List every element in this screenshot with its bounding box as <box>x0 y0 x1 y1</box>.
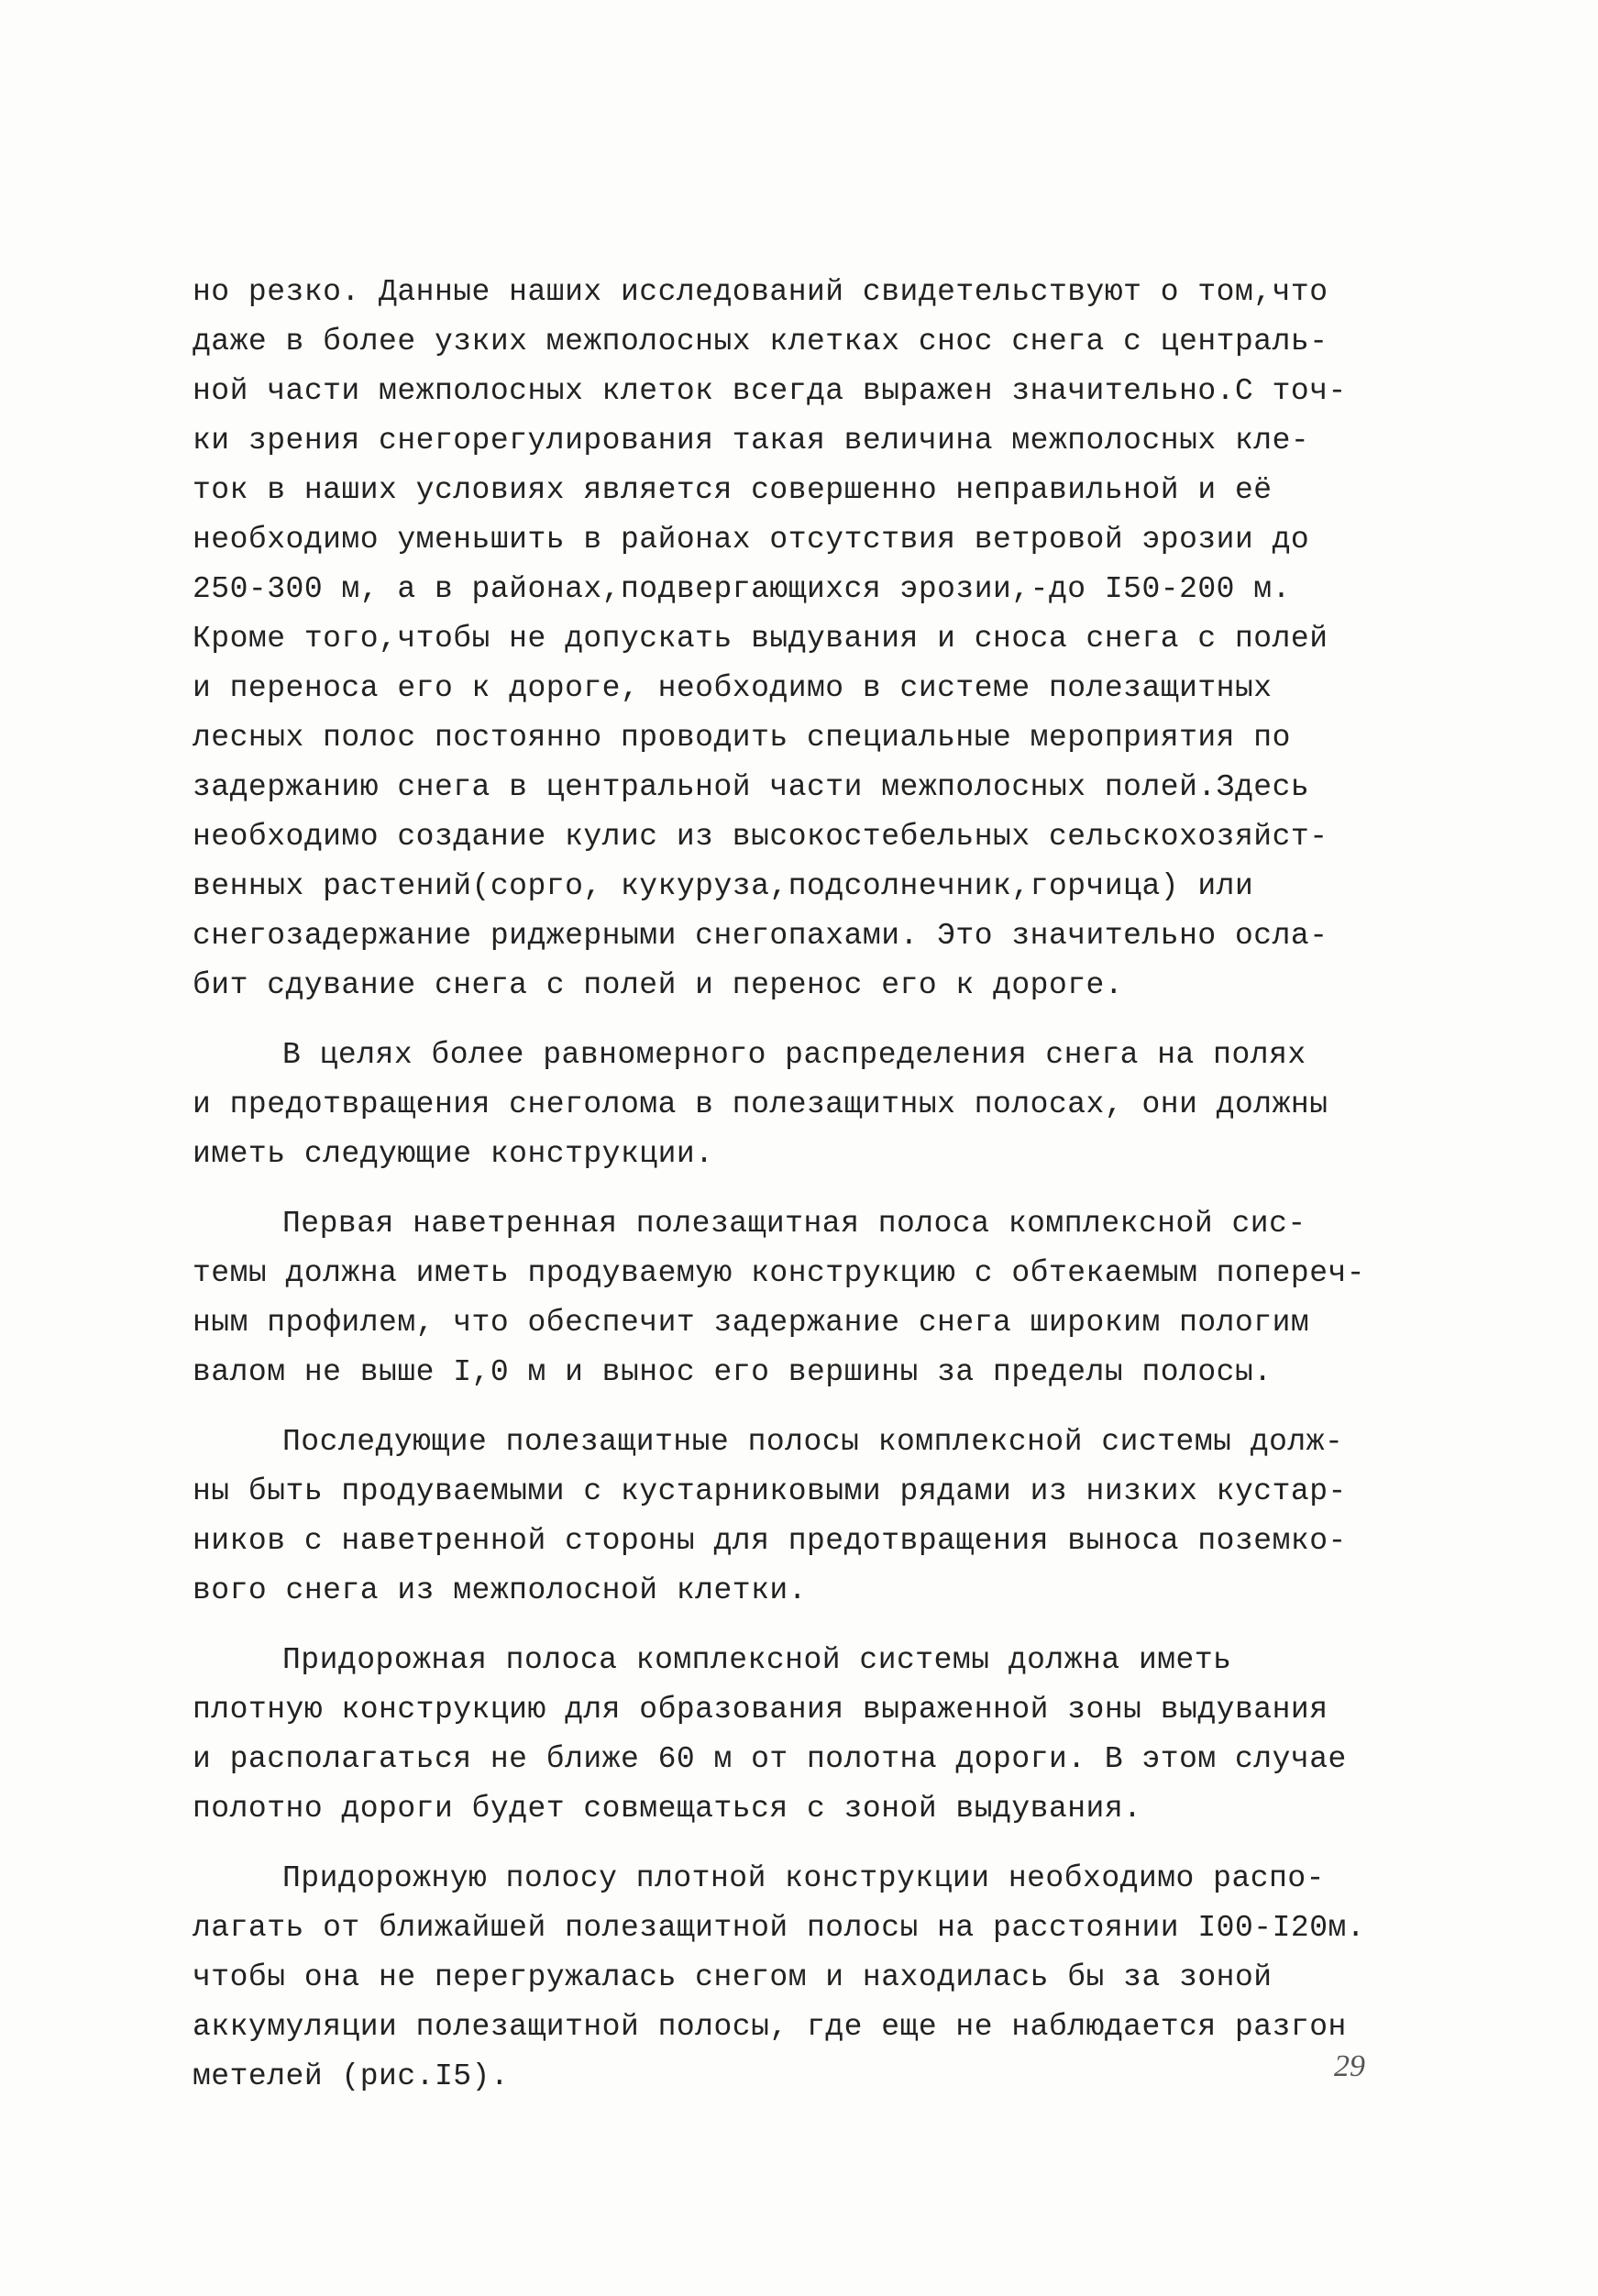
text-line: ников с наветренной стороны для предотвращения выноса поземко- <box>193 1524 1347 1558</box>
paragraph <box>193 268 1412 1010</box>
text-line: венных растений(сорго, кукуруза,подсолнечник,горчица) или <box>193 869 1254 903</box>
text-line: лагать от ближайшей полезащитной полосы на расстоянии I00-I20м. <box>193 1911 1366 1945</box>
text-line: плотную конструкцию для образования выраженной зоны выдувания <box>193 1693 1328 1727</box>
text-line: даже в более узких межполосных клетках снос снега с централь- <box>193 325 1328 359</box>
text-line: иметь следующие конструкции. <box>193 1137 714 1171</box>
text-line: чтобы она не перегружалась снегом и находилась бы за зоной <box>193 1960 1273 1994</box>
text-line: ки зрения снегорегулирования такая величина межполосных кле- <box>193 424 1310 458</box>
text-line: и предотвращения снеголома в полезащитных полосах, они должны <box>193 1087 1328 1121</box>
text-line: ным профилем, что обеспечит задержание снега широким пологим <box>193 1306 1310 1340</box>
text-line: В целях более равномерного распределения снега на полях <box>282 1038 1306 1072</box>
paragraph <box>193 1418 1412 1616</box>
text-line: валом не выше I,0 м и вынос его вершины за пределы полосы. <box>193 1355 1273 1389</box>
text-line: вого снега из межполосной клетки. <box>193 1573 808 1607</box>
text-line: Придорожную полосу плотной конструкции необходимо распо- <box>282 1861 1325 1895</box>
text-line: но резко. Данные наших исследований свидетельствуют о том,что <box>193 275 1328 309</box>
text-line: ны быть продуваемыми с кустарниковыми рядами из низких кустар- <box>193 1474 1347 1508</box>
text-line: и располагаться не ближе 60 м от полотна дороги. В этом случае <box>193 1742 1347 1776</box>
text-line: снегозадержание риджерными снегопахами. Это значительно осла- <box>193 919 1328 953</box>
text-line: темы должна иметь продуваемую конструкцию с обтекаемым попереч- <box>193 1256 1366 1290</box>
paragraph <box>193 1854 1412 2102</box>
text-line: лесных полос постоянно проводить специальные мероприятия по <box>193 721 1291 755</box>
text-line: ной части межполосных клеток всегда выражен значительно.С точ- <box>193 374 1347 408</box>
text-line: необходимо уменьшить в районах отсутствия ветровой эрозии до <box>193 523 1310 557</box>
text-line: Придорожная полоса комплексной системы должна иметь <box>282 1643 1232 1677</box>
text-line: Первая наветренная полезащитная полоса комплексной сис- <box>282 1207 1306 1241</box>
text-line: Последующие полезащитные полосы комплексной системы долж- <box>282 1425 1344 1459</box>
text-line: и переноса его к дороге, необходимо в системе полезащитных <box>193 671 1273 705</box>
page-number: 29 <box>1334 2049 1365 2083</box>
text-line: полотно дороги будет совмещаться с зоной выдувания. <box>193 1792 1142 1826</box>
text-line: ток в наших условиях является совершенно неправильной и её <box>193 473 1273 507</box>
text-line: 250-300 м, а в районах,подвергающихся эрозии,-до I50-200 м. <box>193 572 1291 606</box>
body-text <box>193 268 1412 2102</box>
text-line: аккумуляции полезащитной полосы, где еще не наблюдается разгон <box>193 2010 1347 2044</box>
text-line: задержанию снега в центральной части межполосных полей.Здесь <box>193 770 1310 804</box>
paragraph <box>193 1636 1412 1834</box>
text-line: Кроме того,чтобы не допускать выдувания и сноса снега с полей <box>193 622 1328 656</box>
text-line: метелей (рис.I5). <box>193 2059 510 2093</box>
paragraph <box>193 1031 1412 1179</box>
paragraph <box>193 1199 1412 1397</box>
text-line: бит сдувание снега с полей и перенос его к дороге. <box>193 968 1124 1002</box>
text-line: необходимо создание кулис из высокостебельных сельскохозяйст- <box>193 820 1328 854</box>
